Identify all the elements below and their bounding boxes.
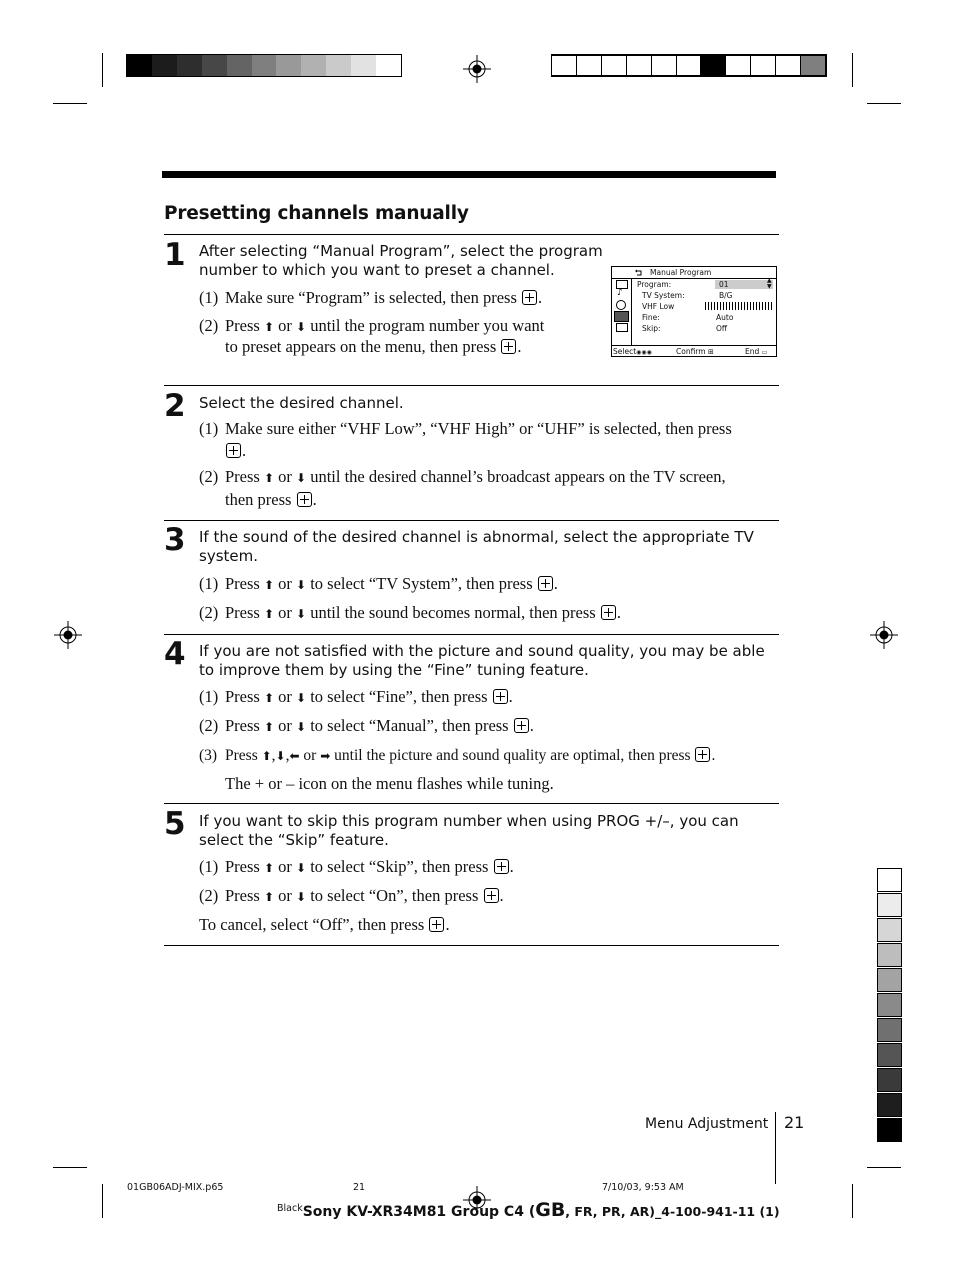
enter-button-icon — [695, 747, 710, 762]
left-arrow-icon: ⬅ — [289, 749, 300, 763]
up-arrow-icon: ⬆ — [263, 691, 275, 705]
density-swatch — [776, 55, 801, 76]
menu-row-label: Fine: — [642, 313, 660, 322]
up-arrow-icon: ⬆ — [261, 749, 272, 763]
step-number: 3 — [164, 522, 186, 558]
density-swatch — [801, 55, 826, 76]
enter-button-icon — [226, 443, 241, 458]
gray-tab — [877, 893, 902, 917]
up-arrow-icon: ⬆ — [263, 720, 275, 734]
footer-ink: Black — [277, 1203, 303, 1214]
enter-button-icon — [494, 859, 509, 874]
gray-swatch — [227, 55, 252, 76]
footer-file-name: 01GB06ADJ-MIX.p65 — [127, 1182, 224, 1193]
enter-button-icon — [297, 492, 312, 507]
menu-row-value: 01 — [719, 280, 729, 289]
enter-button-icon — [601, 605, 616, 620]
timer-icon — [616, 300, 626, 310]
gray-swatch — [376, 55, 401, 76]
menu-row-label: Program: — [637, 280, 672, 289]
density-calibration-bar — [551, 54, 827, 77]
step-intro: After selecting “Manual Program”, select the program number to which you want to preset a channel. — [199, 242, 603, 279]
gray-tab — [877, 993, 902, 1017]
divider — [164, 385, 779, 386]
sound-icon: ♪ — [617, 288, 623, 298]
enter-button-icon — [522, 290, 537, 305]
down-arrow-icon: ⬇ — [296, 578, 307, 592]
gray-tab — [877, 1068, 902, 1092]
enter-button-icon — [493, 689, 508, 704]
down-arrow-icon: ⬇ — [296, 890, 307, 904]
menu-footer-end: End ▭ — [745, 347, 768, 356]
up-down-icon: ▲ ▼ — [767, 277, 772, 290]
page-number: 21 — [784, 1113, 805, 1132]
registration-mark-left-icon — [54, 621, 82, 649]
divider — [164, 234, 779, 235]
gray-swatch — [152, 55, 177, 76]
step-intro: Select the desired channel. — [199, 394, 404, 412]
menu-row-label: VHF Low — [642, 302, 675, 311]
density-swatch — [726, 55, 751, 76]
step-number: 2 — [164, 388, 186, 424]
gray-swatch — [326, 55, 351, 76]
gray-swatch — [276, 55, 301, 76]
enter-button-icon — [429, 917, 444, 932]
up-arrow-icon: ⬆ — [263, 890, 275, 904]
enter-button-icon — [501, 339, 516, 354]
divider — [164, 520, 779, 521]
down-arrow-icon: ⬇ — [296, 691, 307, 705]
up-arrow-icon: ⬆ — [263, 607, 275, 621]
gray-tab — [877, 918, 902, 942]
footer-file-page: 21 — [353, 1182, 366, 1193]
right-arrow-icon: ➡ — [320, 749, 331, 763]
up-arrow-icon: ⬆ — [263, 471, 275, 485]
down-arrow-icon: ⬇ — [296, 320, 307, 334]
gray-swatch — [351, 55, 376, 76]
gray-swatch — [252, 55, 277, 76]
registration-mark-top-icon — [463, 55, 491, 83]
density-swatch — [552, 55, 577, 76]
gray-tab — [877, 1018, 902, 1042]
divider — [164, 945, 779, 946]
up-arrow-icon: ⬆ — [263, 320, 275, 334]
density-swatch — [701, 55, 726, 76]
step-number: 4 — [164, 636, 186, 672]
setup-icon — [616, 323, 628, 332]
divider — [164, 634, 779, 635]
enter-button-icon — [538, 576, 553, 591]
up-arrow-icon: ⬆ — [263, 861, 275, 875]
down-arrow-icon: ⬇ — [296, 861, 307, 875]
gray-tab — [877, 1118, 902, 1142]
menu-title: Manual Program — [650, 268, 712, 277]
density-swatch — [577, 55, 602, 76]
manual-program-menu — [611, 266, 777, 357]
density-swatch — [627, 55, 652, 76]
gray-tab — [877, 943, 902, 967]
down-arrow-icon: ⬇ — [296, 720, 307, 734]
footer-model-line: $^{Black}$Sony KV-XR34M81 Group C4 (GB, FR, PR, AR)_4-100-941-11 (1) — [277, 1199, 780, 1221]
footer-section-name: Menu Adjustment — [645, 1116, 769, 1132]
preset-icon — [614, 311, 629, 322]
step-intro: If you are not satisfied with the picture and sound quality, you may be able to improve them by using the “Fine” tuning feature. — [199, 642, 765, 679]
enter-button-icon — [514, 718, 529, 733]
density-swatch — [751, 55, 776, 76]
gray-swatch — [127, 55, 152, 76]
gray-tab — [877, 1043, 902, 1067]
gray-tab — [877, 968, 902, 992]
gray-swatch — [301, 55, 326, 76]
step-number: 1 — [164, 237, 186, 273]
enter-button-icon — [484, 888, 499, 903]
menu-footer-select: Select◉◉◉ — [613, 347, 652, 356]
density-swatch — [677, 55, 702, 76]
step-intro: If the sound of the desired channel is abnormal, select the appropriate TV system. — [199, 528, 754, 565]
down-arrow-icon: ⬇ — [275, 749, 286, 763]
gray-swatch — [177, 55, 202, 76]
divider — [164, 803, 779, 804]
gray-swatch — [202, 55, 227, 76]
up-arrow-icon: ⬆ — [263, 578, 275, 592]
menu-row-value: B/G — [719, 291, 733, 300]
menu-row-label: Skip: — [642, 324, 661, 333]
menu-row-label: TV System: — [642, 291, 685, 300]
grayscale-calibration-bar — [126, 54, 402, 77]
gray-tab — [877, 868, 902, 892]
registration-mark-right-icon — [870, 621, 898, 649]
step-note: To cancel, select “Off”, then press . — [199, 915, 450, 934]
gray-tab — [877, 1093, 902, 1117]
down-arrow-icon: ⬇ — [296, 471, 307, 485]
density-swatch — [602, 55, 627, 76]
step-number: 5 — [164, 806, 186, 842]
density-swatch — [652, 55, 677, 76]
down-arrow-icon: ⬇ — [296, 607, 307, 621]
step-note: The + or – icon on the menu flashes while tuning. — [225, 774, 554, 793]
tuning-scale — [705, 302, 773, 310]
footer-datetime: 7/10/03, 9:53 AM — [602, 1182, 684, 1193]
return-icon — [634, 269, 644, 277]
section-title: Presetting channels manually — [164, 203, 469, 224]
footer-divider — [775, 1112, 776, 1184]
menu-footer-confirm: Confirm ⊞ — [676, 347, 714, 356]
section-top-bar — [162, 171, 776, 178]
step-intro: If you want to skip this program number when using PROG +/–, you can select the “Skip” feature. — [199, 812, 739, 849]
menu-row-value: Off — [716, 324, 728, 333]
menu-row-value: Auto — [716, 313, 734, 322]
